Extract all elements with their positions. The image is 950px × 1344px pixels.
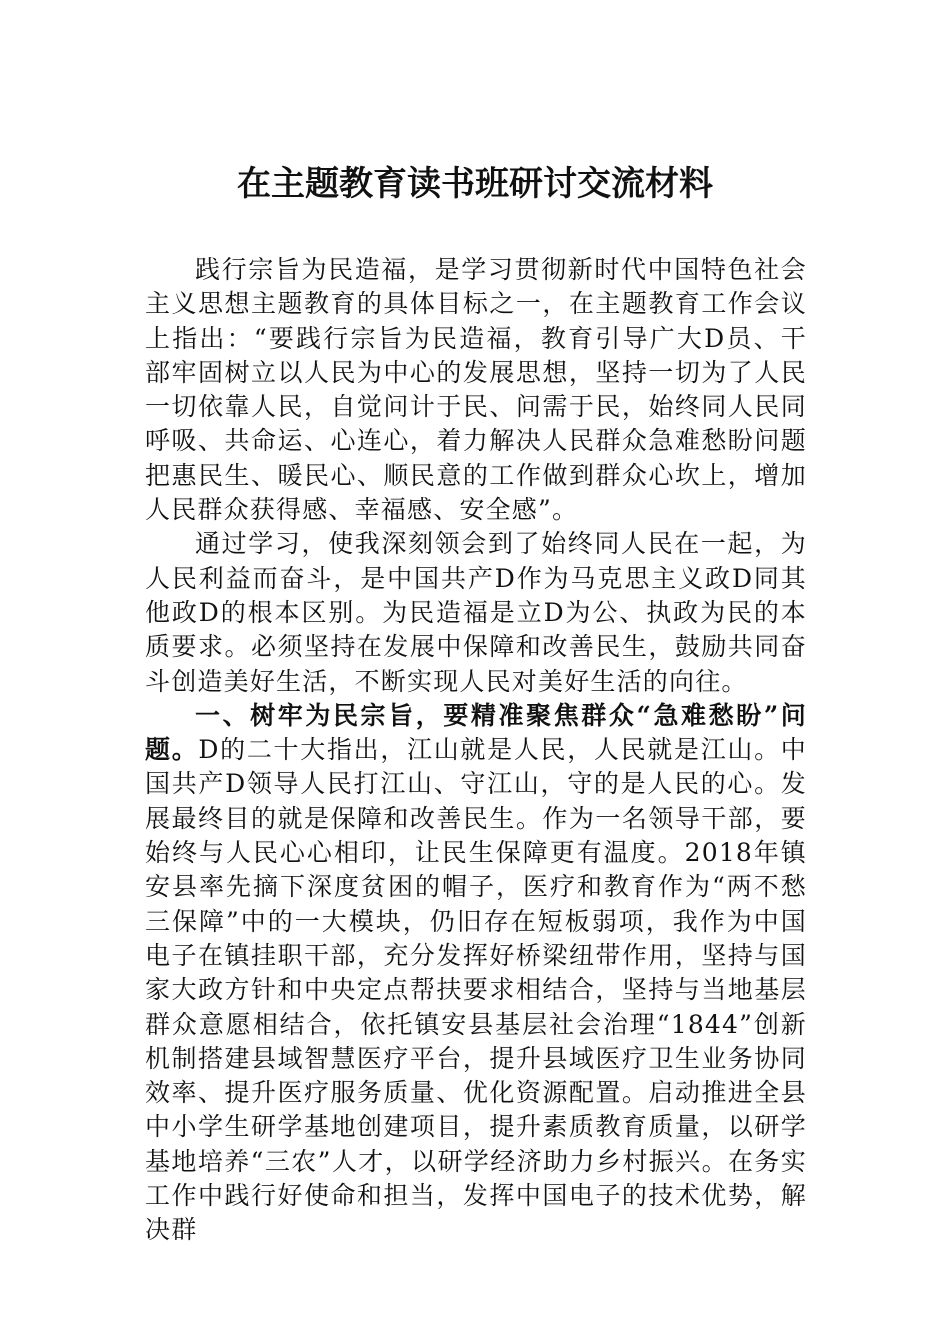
paragraph-section-1 (145, 699, 807, 1248)
document-body (145, 253, 807, 1248)
paragraph-understanding: 通过学习，使我深刻领会到了始终同人民在一起，为人民利益而奋斗，是中国共产D作为马克思主义政D同其他政D的根本区别。为民造福是立D为公、执政为民的本质要求。必须坚持在发展中保障和改善民生，鼓励共同奋斗创造美好生活，不断实现人民对美好生活的向往。 (145, 529, 807, 696)
section-1-heading: 一、树牢为民宗旨，要精准聚焦群众“急难愁盼”问题。 (145, 700, 807, 765)
section-1-text: D的二十大指出，江山就是人民，人民就是江山。中国共产D领导人民打江山、守江山，守的是人民的心。发展最终目的就是保障和改善民生。作为一名领导干部，要始终与人民心心相印，让民生保障更有温度。2018年镇安县率先摘下深度贫困的帽子，医疗和教育作为“两不愁三保障”中的一大模块，仍旧存在短板弱项，我作为中国电子在镇挂职干部，充分发挥好桥梁纽带作用，坚持与国家大政方针和中央定点帮扶要求相结合，坚持与当地基层群众意愿相结合，依托镇安县基层社会治理“1844”创新机制搭建县域智慧医疗平台，提升县域医疗卫生业务协同效率、提升医疗服务质量、优化资源配置。启动推进全县中小学生研学基地创建项目，提升素质教育质量，以研学基地培养“三农”人才，以研学经济助力乡村振兴。在务实工作中践行好使命和担当，发挥中国电子的技术优势，解决群 (145, 735, 807, 1245)
paragraph-intro: 践行宗旨为民造福，是学习贯彻新时代中国特色社会主义思想主题教育的具体目标之一，在主题教育工作会议上指出：“要践行宗旨为民造福，教育引导广大D员、干部牢固树立以人民为中心的发展思想，坚持一切为了人民一切依靠人民，自觉问计于民、问需于民，始终同人民同呼吸、共命运、心连心，着力解决人民群众急难愁盼问题把惠民生、暖民心、顺民意的工作做到群众心坎上，增加人民群众获得感、幸福感、安全感”。 (145, 255, 807, 525)
document-title: 在主题教育读书班研讨交流材料 (237, 164, 713, 204)
